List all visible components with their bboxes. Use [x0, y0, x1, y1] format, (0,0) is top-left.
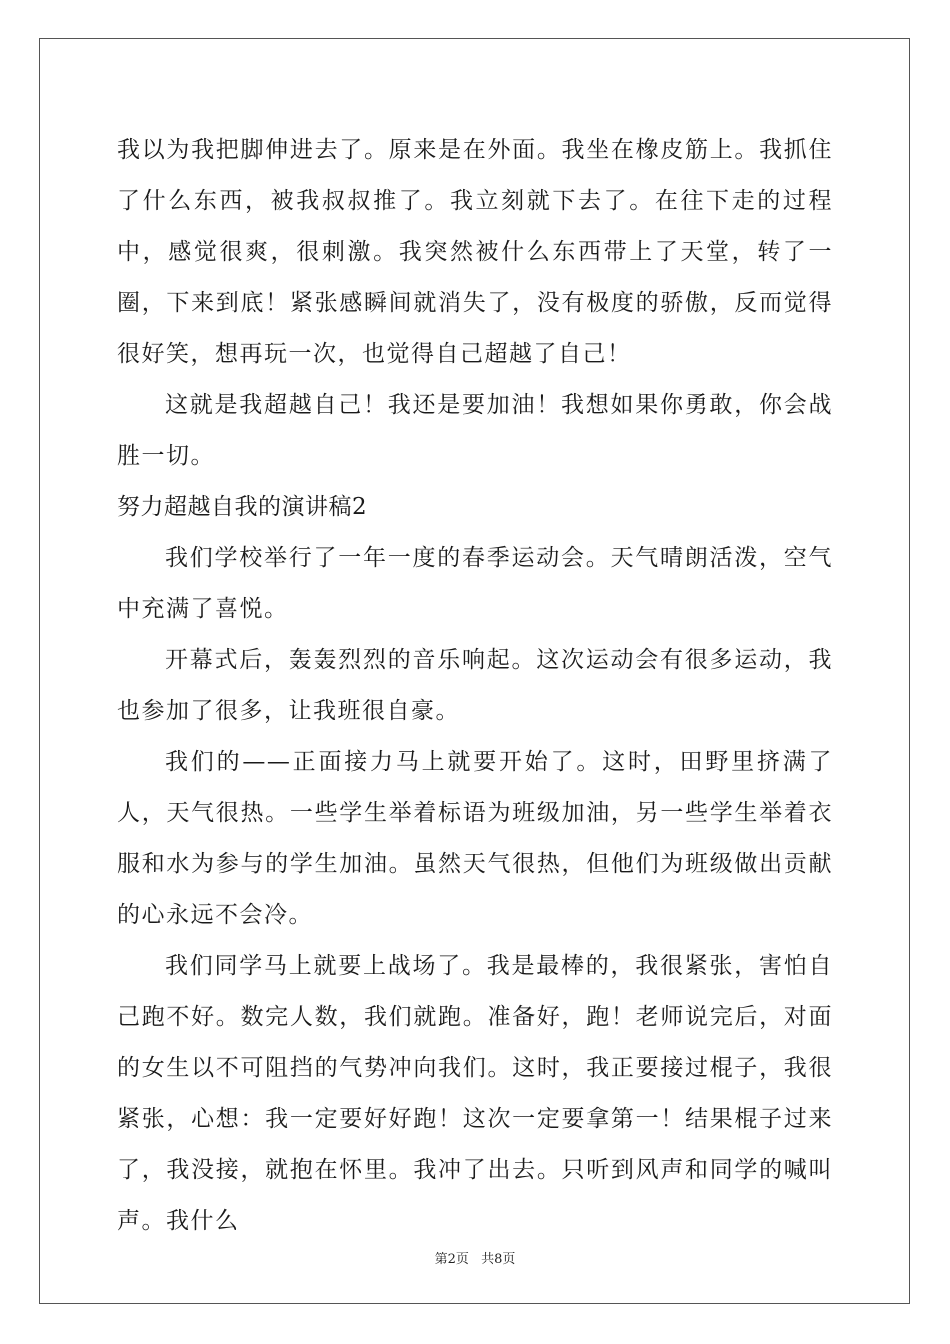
body-paragraph: 我们同学马上就要上战场了。我是最棒的，我很紧张，害怕自己跑不好。数完人数，我们就跑。准备好，跑！老师说完后，对面的女生以不可阻挡的气势冲向我们。这时，我正要接过棍子，我很紧张，心想：我一定要好好跑！这次一定要拿第一！结果棍子过来了，我没接，就抱在怀里。我冲了出去。只听到风声和同学的喊叫声。我什么 — [117, 953, 833, 1234]
page-number: 第2页 — [434, 1252, 469, 1267]
document-body — [117, 125, 833, 1247]
body-paragraph: 我们的——正面接力马上就要开始了。这时，田野里挤满了人，天气很热。一些学生举着标语为班级加油，另一些学生举着衣服和水为参与的学生加油。虽然天气很热，但他们为班级做出贡献的心永远不会冷。 — [117, 749, 833, 928]
body-paragraph: 我以为我把脚伸进去了。原来是在外面。我坐在橡皮筋上。我抓住了什么东西，被我叔叔推了。我立刻就下去了。在往下走的过程中，感觉很爽，很刺激。我突然被什么东西带上了天堂，转了一圈，下来到底！紧张感瞬间就消失了，没有极度的骄傲，反而觉得很好笑，想再玩一次，也觉得自己超越了自己！ — [117, 137, 833, 367]
body-paragraph: 这就是我超越自己！我还是要加油！我想如果你勇敢，你会战胜一切。 — [117, 392, 833, 469]
page-total: 共8页 — [481, 1252, 516, 1267]
section-heading: 努力超越自我的演讲稿2 — [117, 494, 368, 520]
page-footer — [0, 1248, 950, 1267]
body-paragraph: 我们学校举行了一年一度的春季运动会。天气晴朗活泼，空气中充满了喜悦。 — [117, 545, 833, 622]
body-paragraph: 开幕式后，轰轰烈烈的音乐响起。这次运动会有很多运动，我也参加了很多，让我班很自豪。 — [117, 647, 833, 724]
